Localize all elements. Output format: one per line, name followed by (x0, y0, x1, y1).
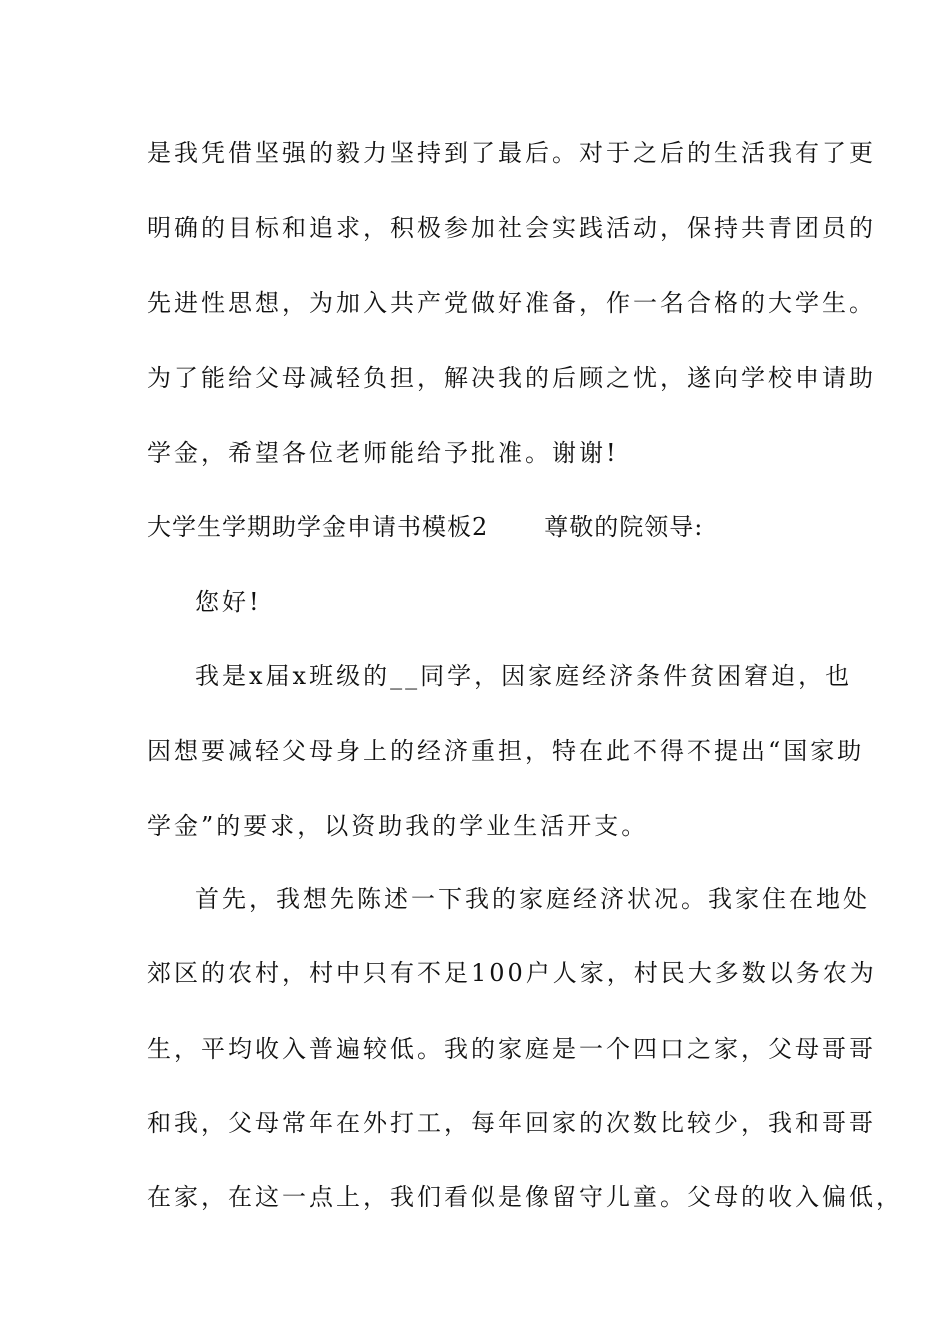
section-heading: 大学生学期助学金申请书模板2 (147, 513, 489, 541)
body-text-line: 学金，希望各位老师能给予批准。谢谢! (147, 439, 619, 467)
body-text-line: 先进性思想，为加入共产党做好准备，作一名合格的大学生。 (147, 289, 876, 317)
salutation: 尊敬的院领导: (544, 513, 704, 541)
body-text-line: 生，平均收入普遍较低。我的家庭是一个四口之家，父母哥哥 (147, 1035, 876, 1063)
body-text-line: 学金”的要求，以资助我的学业生活开支。 (147, 812, 649, 840)
section-heading-row (147, 512, 827, 542)
body-text-line: 和我，父母常年在外打工，每年回家的次数比较少，我和哥哥 (147, 1109, 876, 1137)
body-text-line: 明确的目标和追求，积极参加社会实践活动，保持共青团员的 (147, 214, 876, 242)
body-text-line: 因想要减轻父母身上的经济重担，特在此不得不提出“国家助 (147, 737, 865, 765)
body-text-line: 首先，我想先陈述一下我的家庭经济状况。我家住在地处 (195, 885, 870, 913)
body-text-line: 为了能给父母减轻负担，解决我的后顾之忧，遂向学校申请助 (147, 364, 876, 392)
body-text-line: 是我凭借坚强的毅力坚持到了最后。对于之后的生活我有了更 (147, 139, 876, 167)
body-text-line: 在家，在这一点上，我们看似是像留守儿童。父母的收入偏低， (147, 1183, 903, 1211)
body-text-line: 我是x届x班级的__同学，因家庭经济条件贫困窘迫，也 (195, 662, 853, 690)
body-text-line: 郊区的农村，村中只有不足100户人家，村民大多数以务农为 (147, 959, 877, 987)
greeting: 您好! (195, 588, 262, 616)
